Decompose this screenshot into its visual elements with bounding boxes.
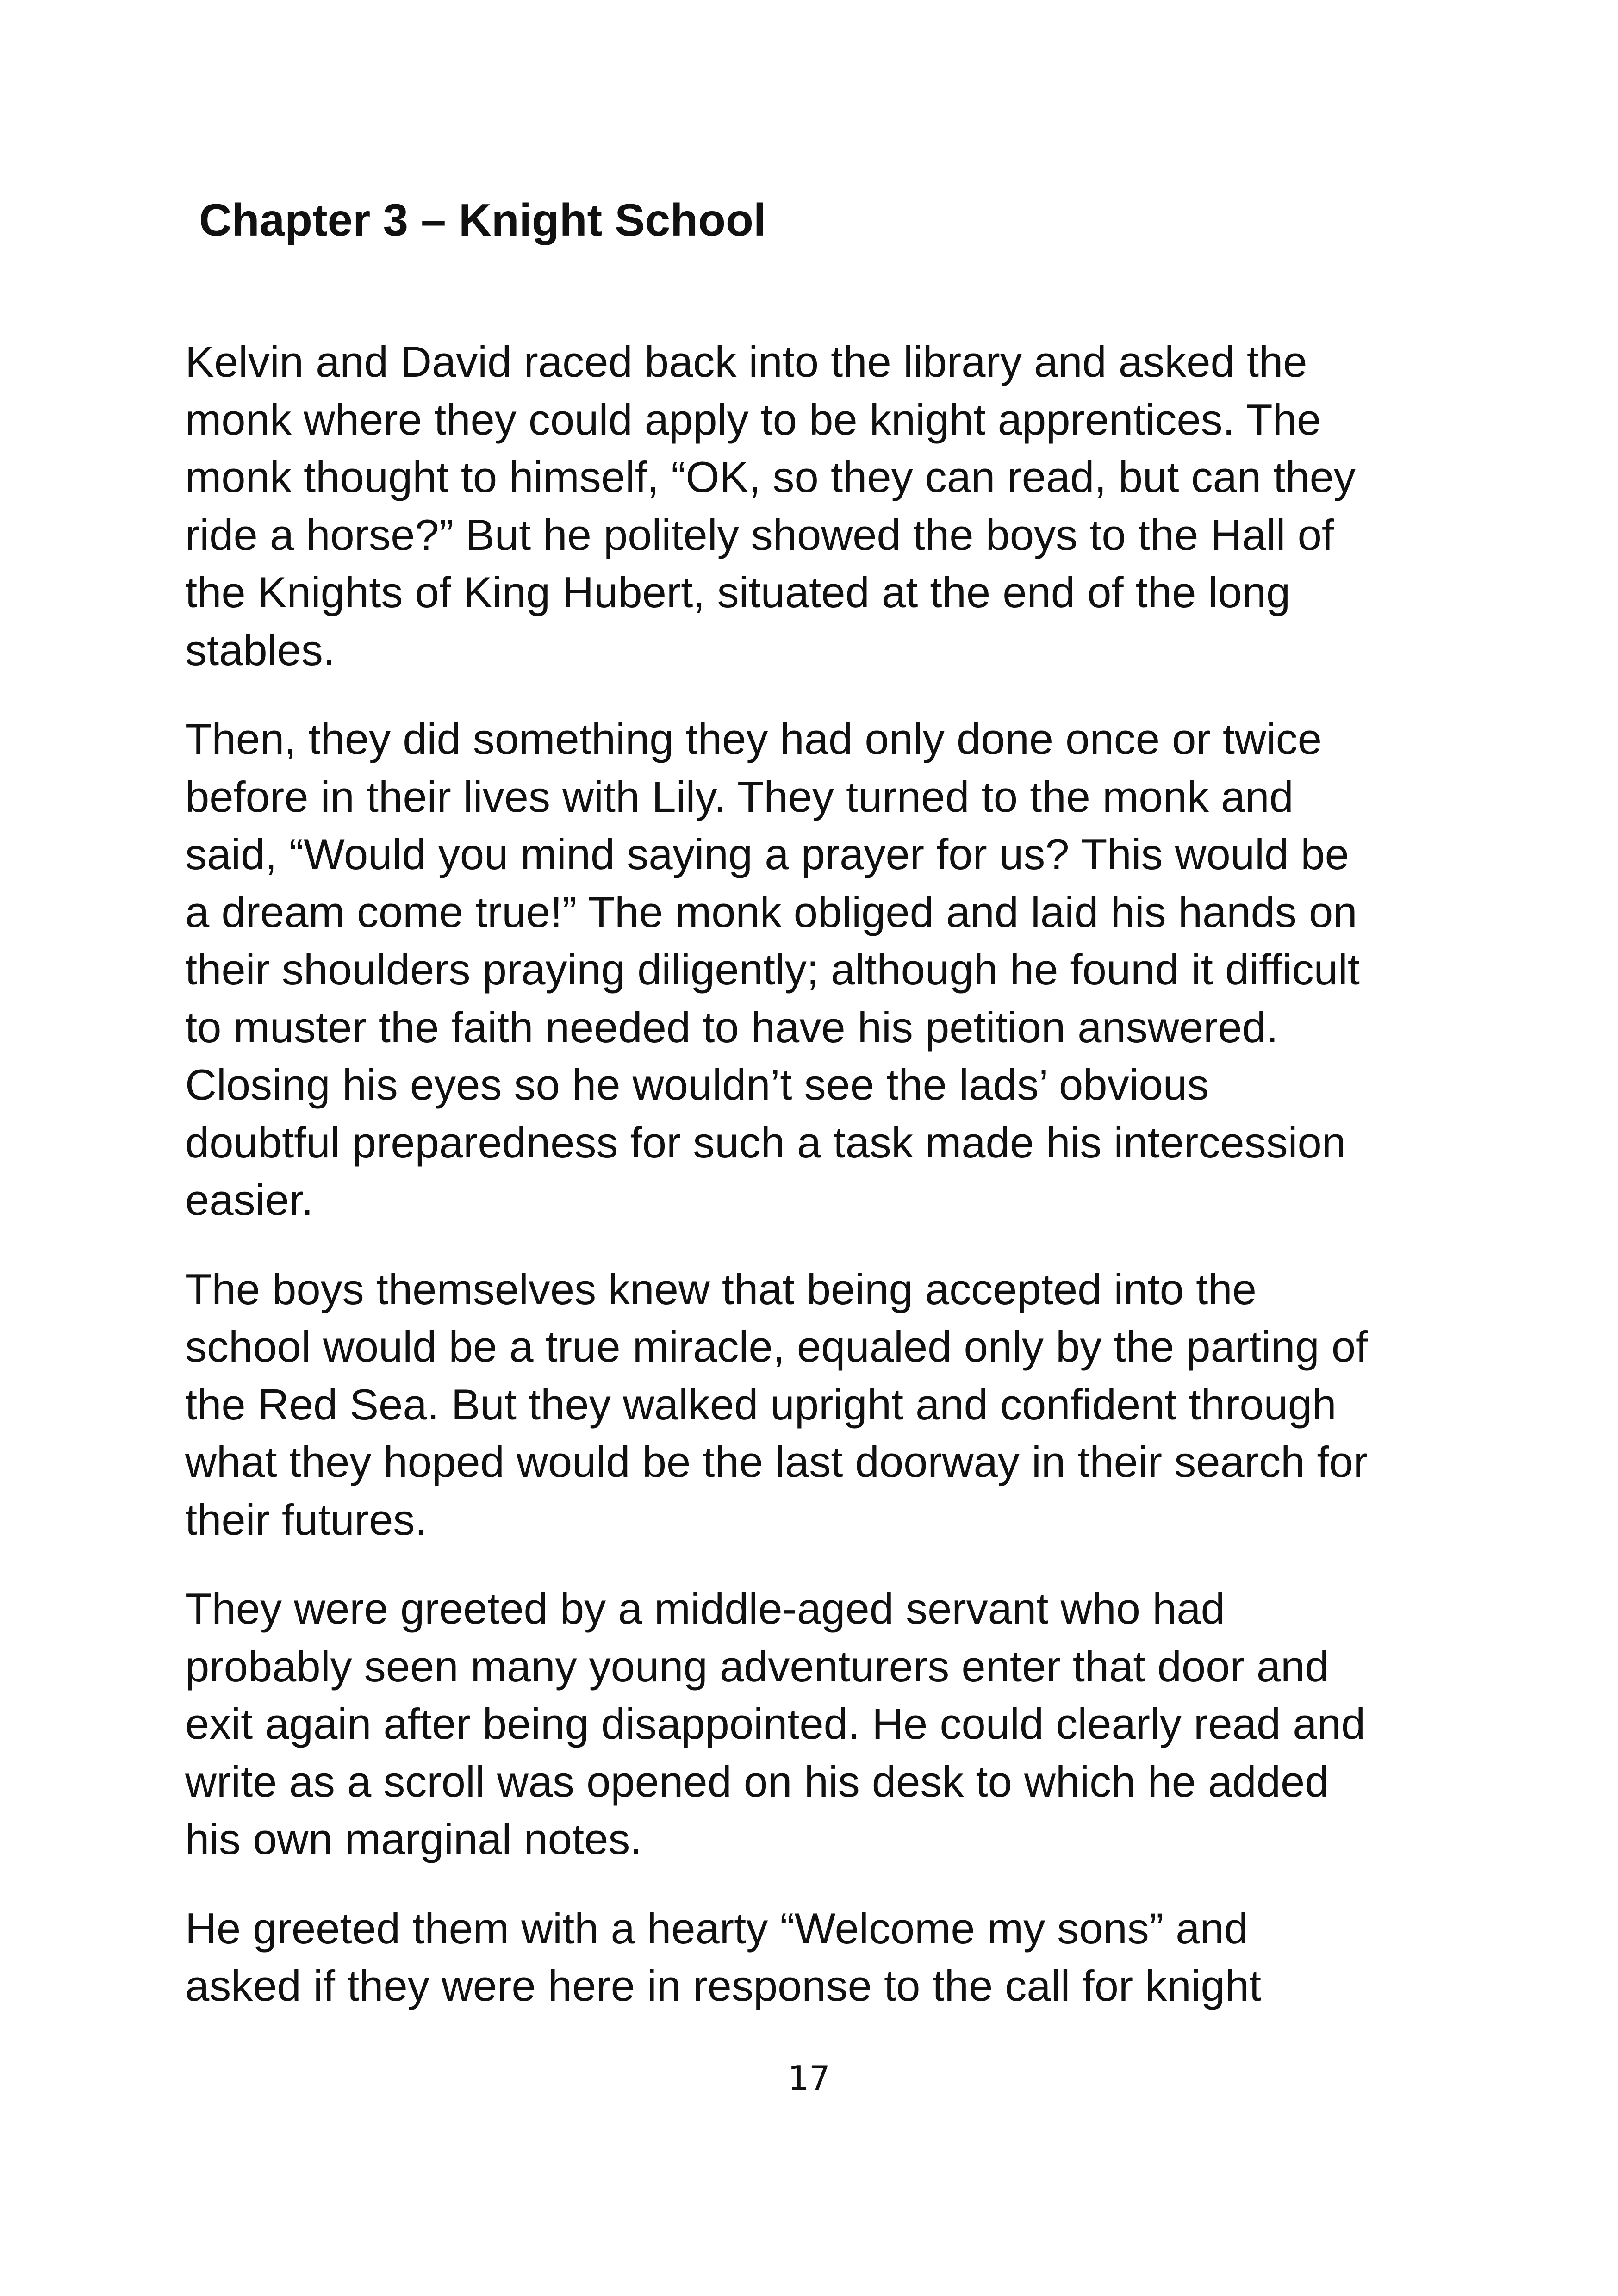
chapter-title: Chapter 3 – Knight School — [199, 194, 766, 245]
paragraph-1: Kelvin and David raced back into the library and asked the monk where they could apply to be knight apprentices. The monk thought to himself, “OK, so they can read, but can they ride a horse?” But he politely showed the boys to the Hall of the Knights of King Hubert, situated at the end of the long stables. — [185, 337, 1356, 674]
paragraph-4: They were greeted by a middle-aged servant who had probably seen many young adventurers enter that door and exit again after being disappointed. He could clearly read and write as a scroll was opened on his desk to which he added his own marginal notes. — [185, 1584, 1366, 1863]
paragraph-5: He greeted them with a hearty “Welcome my sons” and asked if they were here in response to the call for knight — [185, 1904, 1262, 2010]
page-number: 17 — [788, 2059, 830, 2097]
chapter-body — [185, 333, 1472, 2047]
paragraph-2: Then, they did something they had only done once or twice before in their lives with Lily. They turned to the monk and said, “Would you mind saying a prayer for us? This would be a dream come true!” The monk obliged and laid his hands on their shoulders praying diligently; although he found it difficult to muster the faith needed to have his petition answered. Closing his eyes so he wouldn’t see the lads’ obvious doubtful preparedness for such a task made his intercession easier. — [185, 715, 1360, 1224]
paragraph-3: The boys themselves knew that being accepted into the school would be a true miracle, equaled only by the parting of the Red Sea. But they walked upright and confident through what they hoped would be the last doorway in their search for their futures. — [185, 1264, 1368, 1544]
